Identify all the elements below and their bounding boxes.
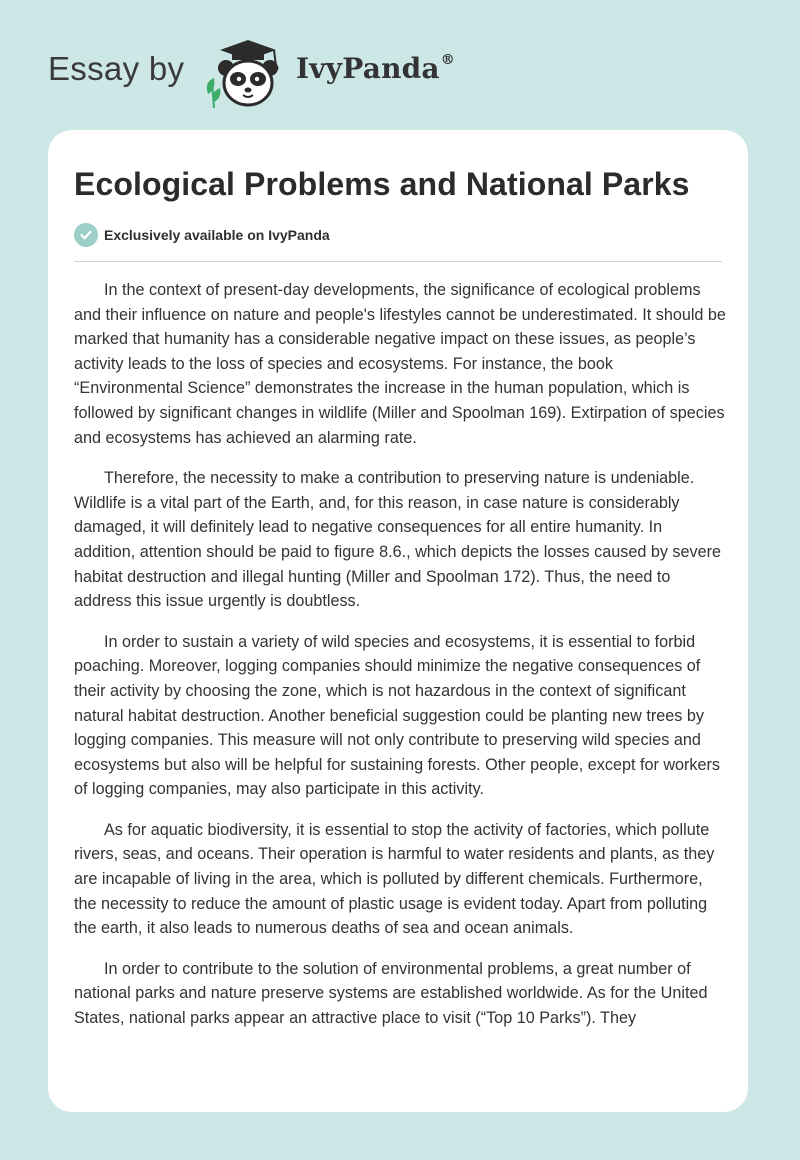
paragraph: As for aquatic biodiversity, it is essential to stop the activity of factories, which pollute rivers, seas, and oceans. Their operation is harmful to water residents and plants, as they are incapable of living in the area, which is polluted by different chemicals. Furthermore, the necessity to reduce the amount of plastic usage is evident today. Apart from polluting the earth, it also leads to numerous deaths of sea and ocean animals.	[74, 820, 715, 938]
site-header	[0, 0, 800, 130]
essay-by-label: Essay by	[48, 50, 185, 87]
essay-title: Ecological Problems and National Parks	[74, 166, 690, 202]
exclusive-badge	[74, 222, 330, 248]
exclusive-badge-label: Exclusively available on IvyPanda	[104, 227, 330, 243]
paragraph: In order to sustain a variety of wild species and ecosystems, it is essential to forbid poaching. Moreover, logging companies should minimize the negative consequences of their activity by choosing the zone, which is not hazardous in the context of significant natural habitat destruction. Another beneficial suggestion could be planting new trees by logging companies. This measure will not only contribute to preserving wild species and ecosystems but also will be helpful for sustaining forests. Other people, except for workers of logging companies, may also participate in this activity.	[74, 632, 721, 799]
paragraph: Therefore, the necessity to make a contribution to preserving nature is undeniable. Wildlife is a vital part of the Earth, and, for this reason, in case nature is considerably damaged, it will definitely lead to negative consequences for all entire humanity. In addition, attention should be paid to figure 8.6., which depicts the losses caused by severe habitat destruction and illegal hunting (Miller and Spoolman 172). Thus, the need to address this issue urgently is doubtless.	[74, 469, 722, 611]
panda-graduate-logo-icon[interactable]	[202, 38, 294, 110]
paragraph: In the context of present-day developments, the significance of ecological problems and their influence on nature and people's lifestyles cannot be underestimated. It should be marked that humanity has a considerable negative impact on these issues, as people’s activity leads to the loss of species and ecosystems. For instance, the book “Environmental Science” demonstrates the increase in the human population, which is followed by significant changes in wildlife (Miller and Spoolman 169). Extirpation of species and ecosystems has achieved an alarming rate.	[74, 281, 726, 447]
essay-card	[48, 130, 748, 1112]
brand-name-text: IvyPanda	[296, 52, 440, 85]
registered-mark: ®	[440, 51, 455, 68]
essay-body	[74, 278, 726, 1047]
check-circle-icon	[74, 223, 98, 247]
divider	[74, 261, 722, 262]
brand-name[interactable]	[296, 52, 455, 85]
paragraph: In order to contribute to the solution of environmental problems, a great number of national parks and nature preserve systems are established worldwide. As for the United States, national parks appear an attractive place to visit (“Top 10 Parks”). They	[74, 959, 708, 1028]
